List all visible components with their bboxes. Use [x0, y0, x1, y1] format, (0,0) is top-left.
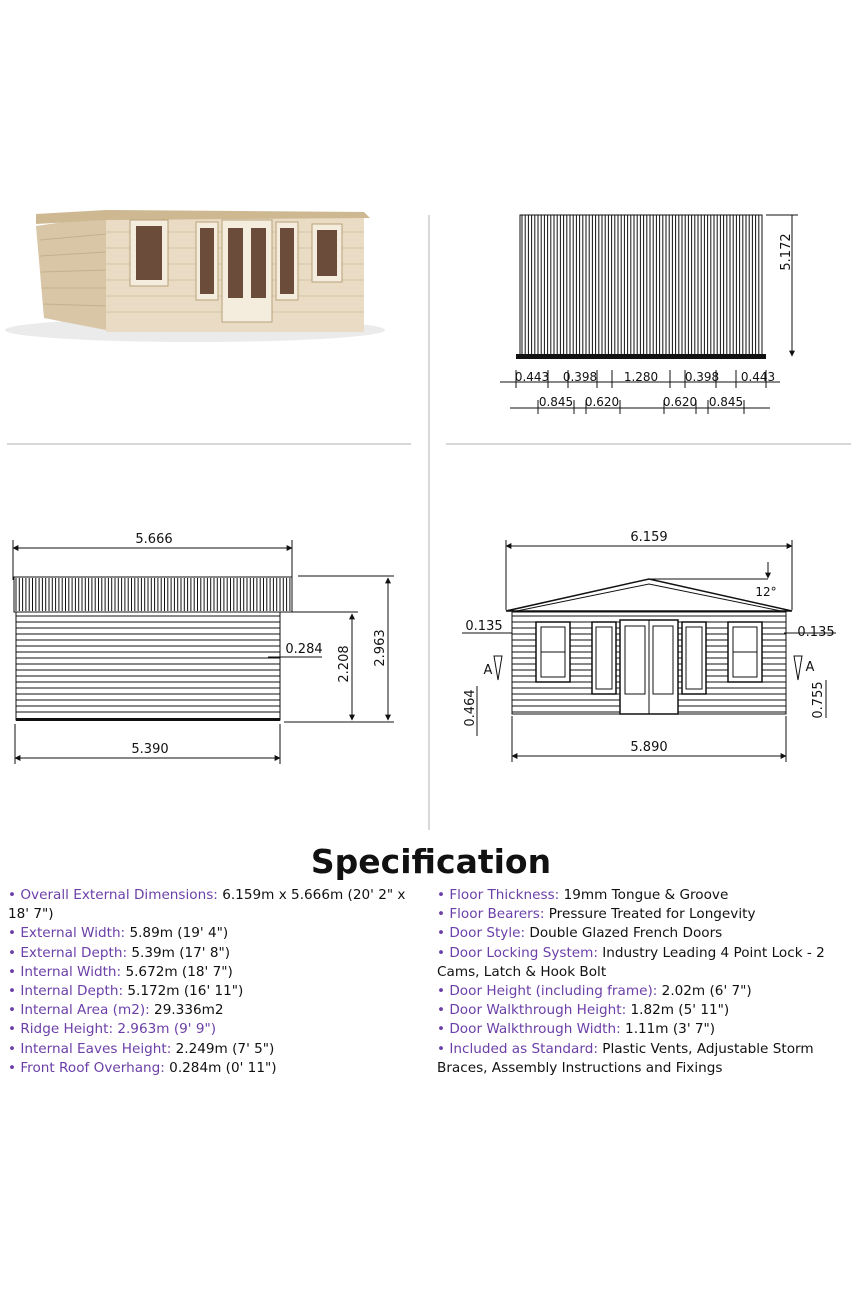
- dim-6159: 6.159: [630, 530, 668, 545]
- dim-1280: 1.280: [623, 370, 659, 384]
- spec-item: [8, 982, 413, 1001]
- spec-item: [8, 1020, 413, 1039]
- spec-item: [437, 905, 857, 924]
- spec-label: • Internal Area (m2):: [8, 1002, 150, 1019]
- spec-item: [437, 924, 857, 943]
- spec-item: [437, 1040, 857, 1078]
- dim-0443-left: 0.443: [514, 370, 550, 384]
- dim-0398-left: 0.398: [562, 370, 598, 384]
- spec-value: 5.172m (16' 11"): [123, 983, 244, 1000]
- spec-value: 5.672m (18' 7"): [121, 963, 233, 980]
- spec-item: [8, 1040, 413, 1059]
- spec-item: [437, 886, 857, 905]
- spec-label: • Floor Bearers:: [437, 906, 545, 923]
- spec-list-left: [8, 886, 413, 1078]
- spec-label: • Door Walkthrough Width:: [437, 1021, 621, 1038]
- spec-item: [8, 963, 413, 982]
- spec-label: • Internal Eaves Height:: [8, 1040, 172, 1057]
- dim-0398-right: 0.398: [684, 370, 720, 384]
- dim-0845-left: 0.845: [538, 395, 574, 409]
- spec-item: [8, 886, 413, 924]
- dim-0135-left: 0.135: [465, 619, 503, 634]
- spec-value: 0.284m (0' 11"): [164, 1059, 277, 1076]
- spec-item: [437, 944, 857, 982]
- spec-item: [8, 1059, 413, 1078]
- dim-0135-right: 0.135: [797, 625, 835, 640]
- spec-item: [8, 1001, 413, 1020]
- dim-5666: 5.666: [135, 532, 173, 547]
- dim-5172: 5.172: [779, 233, 794, 271]
- spec-label: • Internal Width:: [8, 963, 122, 980]
- dim-5890: 5.890: [630, 740, 668, 755]
- dim-0443-right: 0.443: [740, 370, 776, 384]
- left-elevation-drawing: [13, 532, 394, 764]
- spec-value: 1.82m (5' 11"): [626, 1002, 730, 1019]
- spec-label: • Ridge Height: 2.963m (9' 9"): [8, 1021, 217, 1038]
- spec-label: • Internal Depth:: [8, 983, 124, 1000]
- dim-2208: 2.208: [337, 645, 352, 683]
- spec-label: • Included as Standard:: [437, 1040, 598, 1057]
- spec-list-right: [437, 886, 857, 1078]
- spec-value: Pressure Treated for Longevity: [544, 906, 756, 923]
- spec-label: • External Depth:: [8, 944, 128, 961]
- spec-label: • Door Walkthrough Height:: [437, 1002, 627, 1019]
- spec-item: [437, 1020, 857, 1039]
- spec-item: [8, 924, 413, 943]
- spec-value: 29.336m2: [149, 1002, 224, 1019]
- spec-value: 19mm Tongue & Groove: [559, 887, 729, 903]
- spec-value: 5.39m (17' 8"): [127, 944, 231, 961]
- specification-title: Specification: [310, 842, 552, 881]
- spec-label: • Door Height (including frame):: [437, 983, 658, 1000]
- spec-value: Plastic Vents, Adjustable Storm Braces, Assembly Instructions and Fixings: [437, 1040, 814, 1076]
- front-elevation-drawing: [462, 530, 836, 762]
- dim-2963: 2.963: [373, 629, 388, 667]
- spec-label: • External Width:: [8, 925, 126, 942]
- dim-5390: 5.390: [131, 742, 169, 757]
- spec-label: • Overall External Dimensions:: [8, 887, 218, 903]
- dim-0845-right: 0.845: [708, 395, 744, 409]
- dim-0620-right: 0.620: [662, 395, 698, 409]
- section-marker-right: A: [805, 660, 815, 675]
- spec-item: [437, 982, 857, 1001]
- spec-label: • Door Locking System:: [437, 944, 598, 961]
- spec-value: 1.11m (3' 7"): [620, 1021, 716, 1038]
- cabin-product-image: [5, 210, 385, 342]
- dim-0284: 0.284: [285, 642, 323, 657]
- spec-value: 5.89m (19' 4"): [125, 925, 229, 942]
- spec-value: 6.159m x 5.666m (20' 2" x 18' 7"): [8, 887, 406, 923]
- spec-item: [437, 1001, 857, 1020]
- spec-label: • Front Roof Overhang:: [8, 1059, 165, 1076]
- section-marker-left: A: [483, 663, 493, 678]
- side-elevation-drawing: [500, 215, 798, 414]
- dim-0620-left: 0.620: [584, 395, 620, 409]
- spec-value: Industry Leading 4 Point Lock - 2 Cams, Latch & Hook Bolt: [437, 944, 825, 980]
- spec-value: 2.249m (7' 5"): [171, 1040, 275, 1057]
- spec-value: 2.02m (6' 7"): [657, 983, 752, 1000]
- spec-value: Double Glazed French Doors: [525, 925, 723, 942]
- dim-0755: 0.755: [811, 681, 826, 719]
- spec-label: • Floor Thickness:: [437, 887, 560, 903]
- spec-label: • Door Style:: [437, 925, 526, 942]
- dim-0464: 0.464: [463, 689, 478, 727]
- angle-12: 12°: [755, 585, 777, 599]
- spec-item: [8, 944, 413, 963]
